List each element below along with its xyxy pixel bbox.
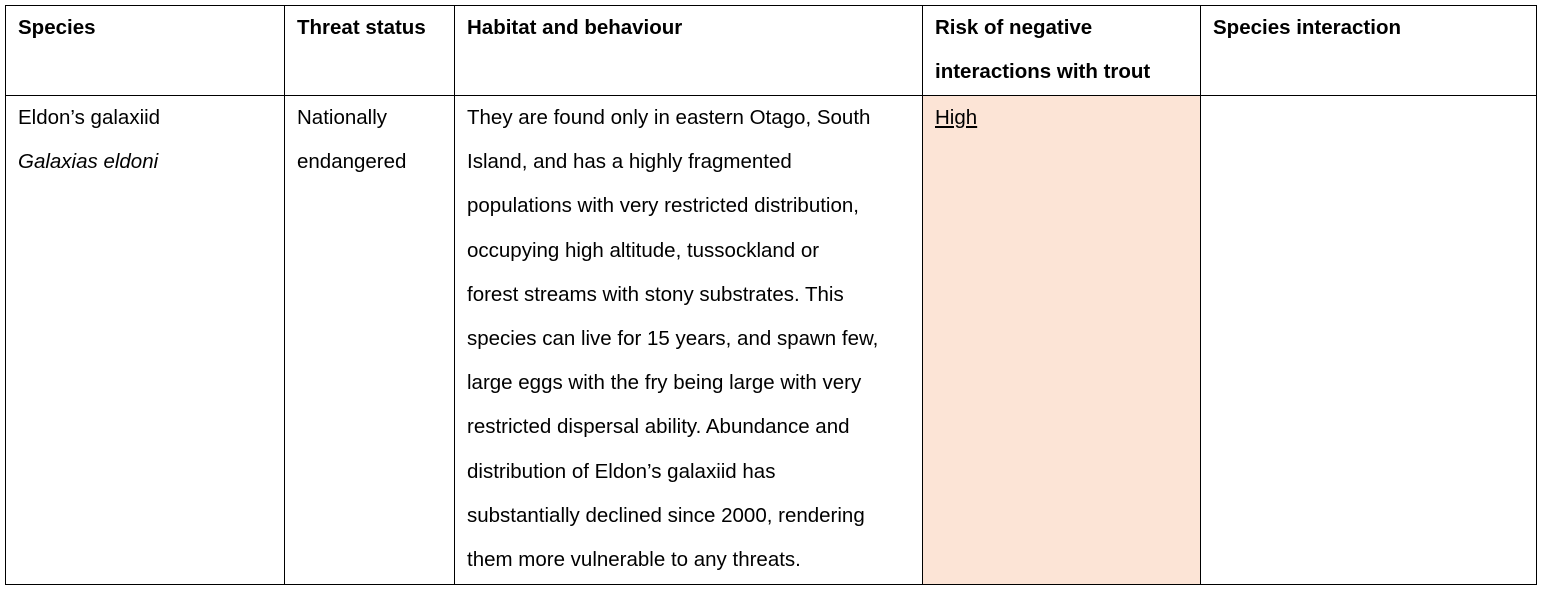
table-row [6, 96, 1537, 585]
header-risk-line1: Risk of negative [935, 16, 1093, 39]
habitat-line: restricted dispersal ability. Abundance and [467, 415, 850, 439]
habitat-line: Island, and has a highly fragmented [467, 150, 792, 174]
habitat-line: populations with very restricted distribution, [467, 194, 859, 218]
header-risk [923, 6, 1201, 96]
habitat-line: large eggs with the fry being large with very [467, 371, 862, 395]
species-interaction-cell [1201, 96, 1537, 585]
habitat-line: distribution of Eldon’s galaxiid has [467, 459, 776, 483]
habitat-line: species can live for 15 years, and spawn few, [467, 327, 879, 351]
header-risk-line2: interactions with trout [935, 60, 1151, 84]
risk-value: High [935, 106, 978, 129]
species-table [5, 5, 1537, 585]
habitat-line: forest streams with stony substrates. This [467, 282, 844, 306]
habitat-line: They are found only in eastern Otago, South [467, 106, 871, 129]
habitat-line: them more vulnerable to any threats. [467, 548, 801, 572]
header-habitat-behaviour: Habitat and behaviour [455, 6, 923, 96]
habitat-line: occupying high altitude, tussockland or [467, 238, 820, 262]
risk-cell [923, 96, 1201, 585]
species-scientific-name: Galaxias eldoni [18, 150, 159, 174]
header-species-interaction: Species interaction [1201, 6, 1537, 96]
header-threat-status: Threat status [285, 6, 455, 96]
threat-status-line2: endangered [297, 150, 407, 174]
habitat-cell [455, 96, 923, 585]
species-cell [6, 96, 285, 585]
species-common-name: Eldon’s galaxiid [18, 106, 161, 129]
header-row [6, 6, 1537, 96]
threat-status-cell [285, 96, 455, 585]
header-species: Species [6, 6, 285, 96]
habitat-line: substantially declined since 2000, rendering [467, 503, 865, 527]
threat-status-line1: Nationally [297, 106, 388, 129]
